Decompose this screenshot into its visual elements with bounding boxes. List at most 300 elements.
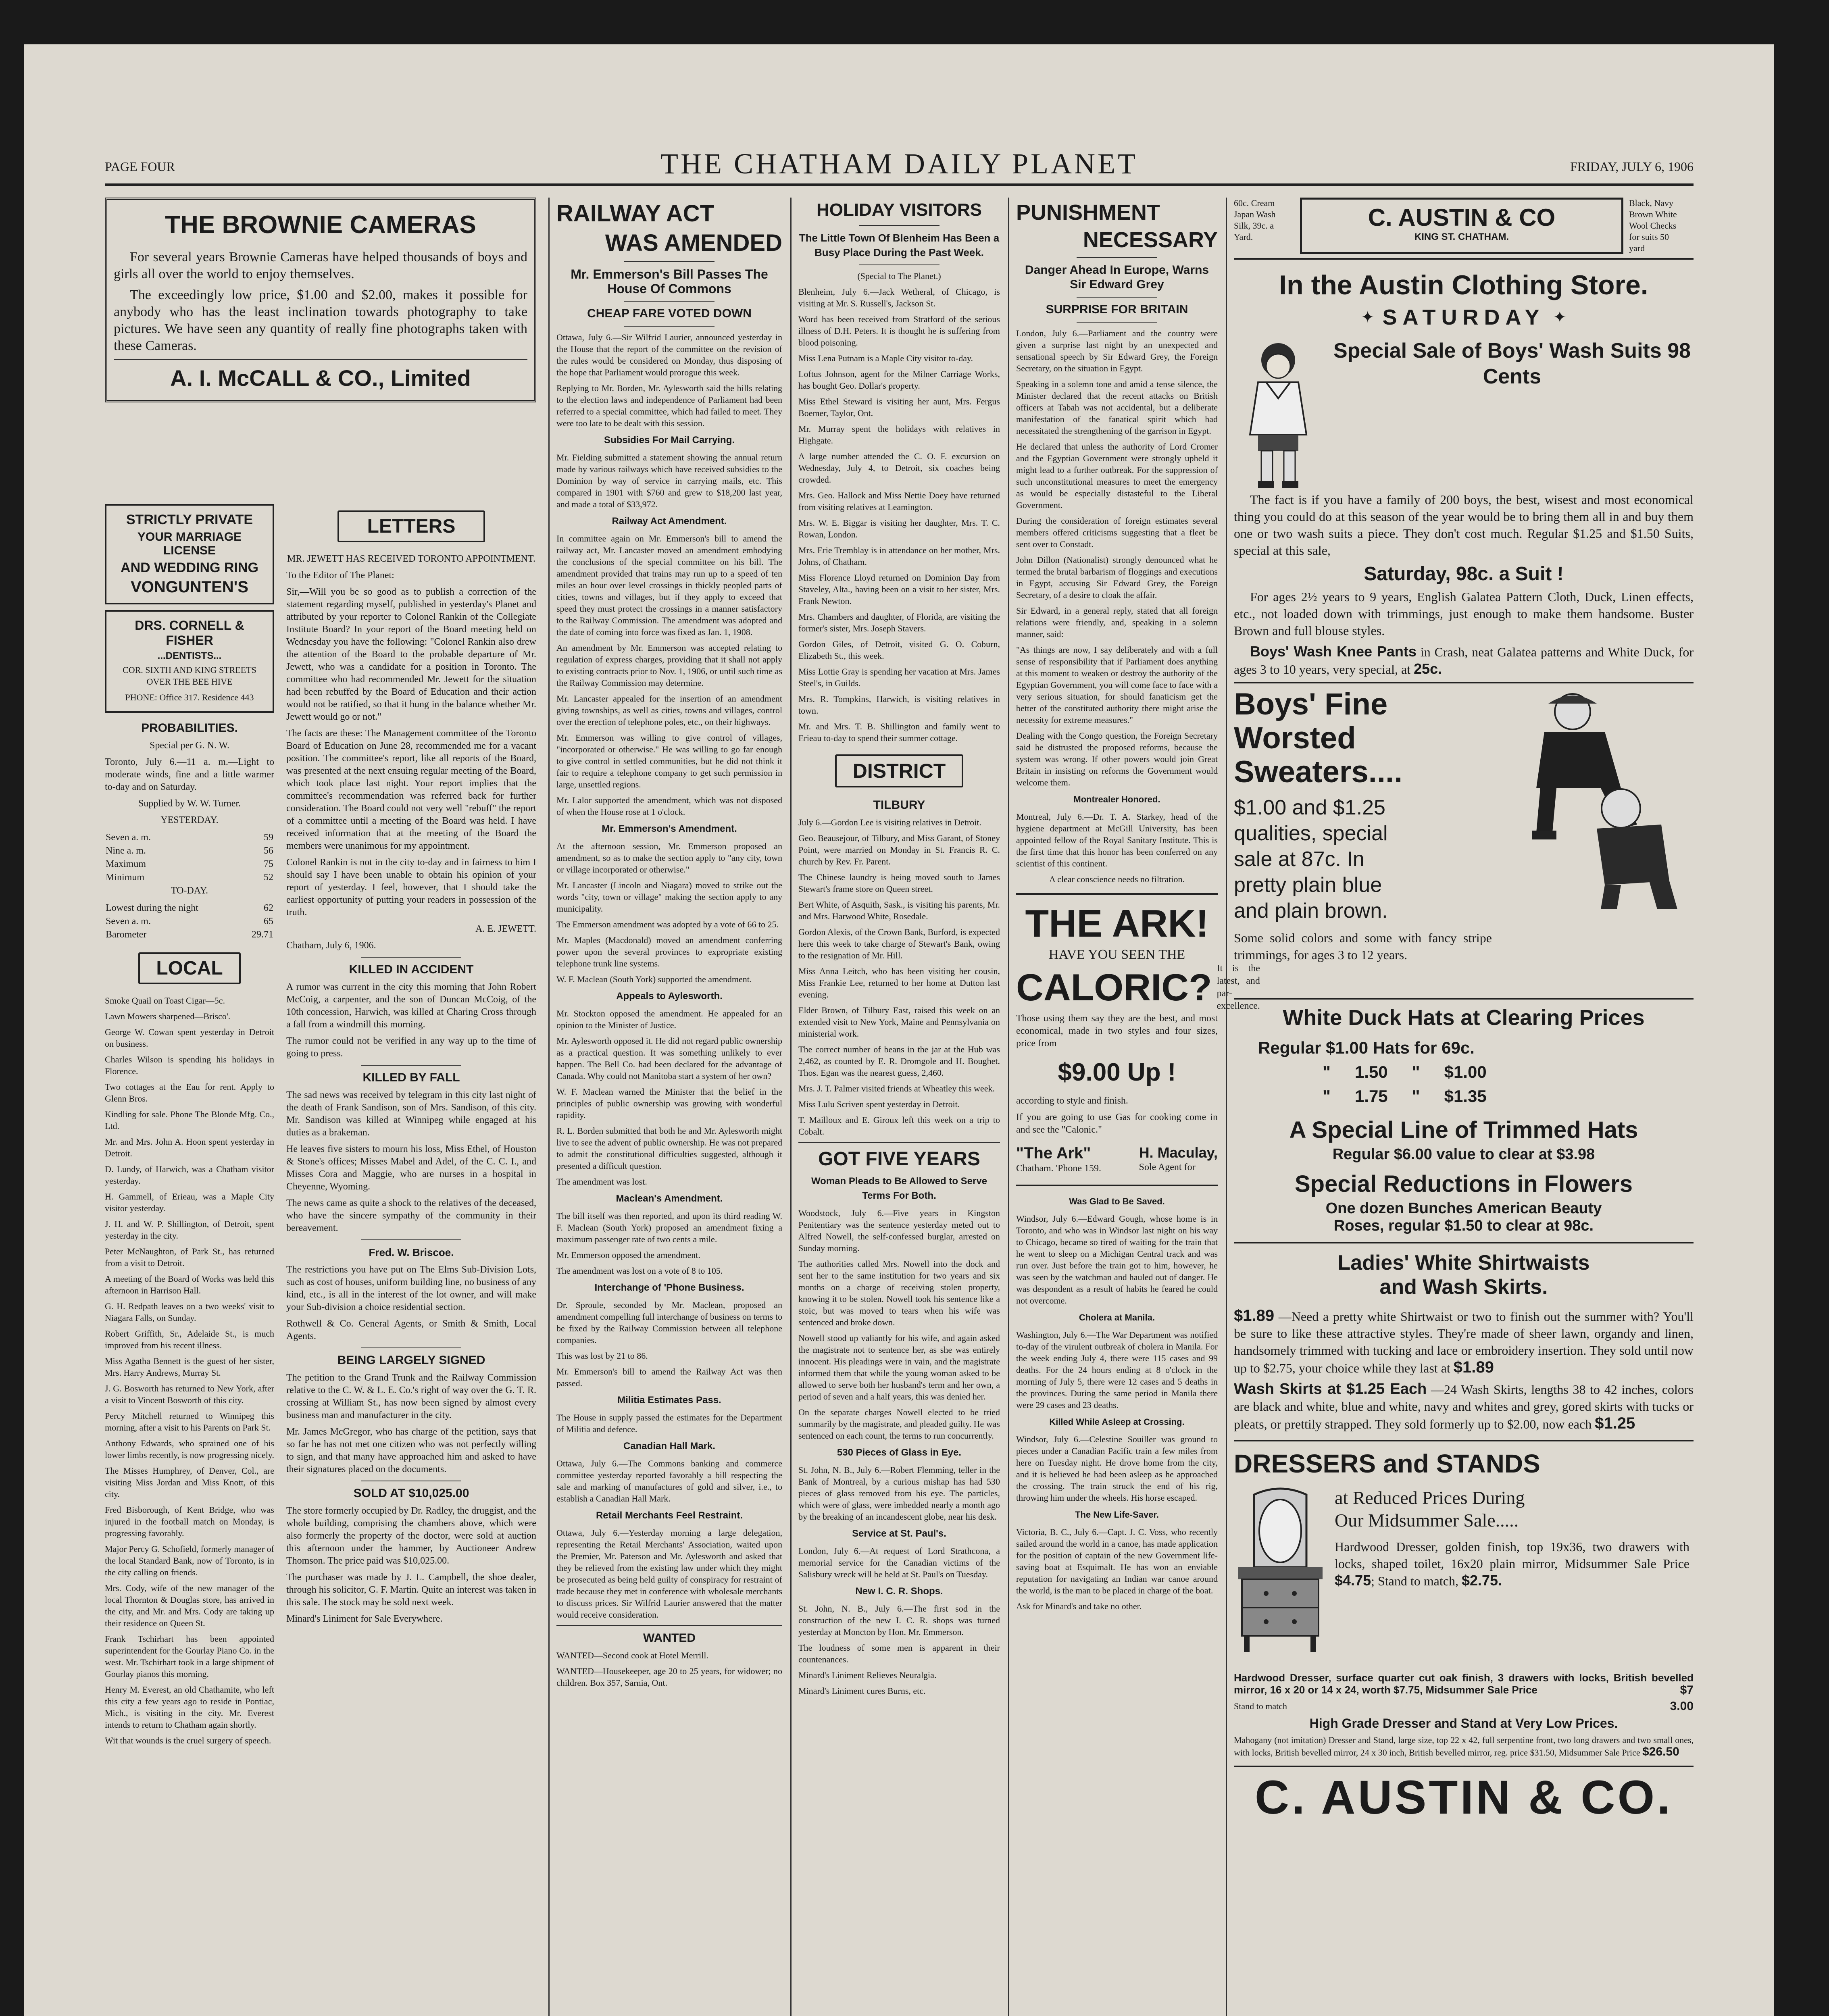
list-item: Word has been received from Stratford of the serious illness of D.H. Peters. It is thought he is suffering from blood poisoning. bbox=[798, 314, 1000, 348]
ad-line: and plain brown. bbox=[1234, 899, 1388, 923]
paragraph: Minard's Liniment for Sale Everywhere. bbox=[286, 1614, 443, 1624]
subhead: Maclean's Amendment. bbox=[616, 1193, 723, 1204]
paragraph: Mr. Maples (Macdonald) moved an amendment conferring power upon the several provinces to expropriate existing telephone trunk line systems. bbox=[556, 935, 782, 968]
text: Brown White bbox=[1629, 209, 1677, 219]
dressers-block bbox=[1234, 1479, 1694, 1672]
cell: Seven a. m. bbox=[106, 832, 151, 843]
caloric-row bbox=[1016, 962, 1260, 1012]
ad-line: at Reduced Prices During bbox=[1335, 1487, 1525, 1508]
ad-line: AND WEDDING RING bbox=[121, 560, 258, 575]
ad-body: according to style and finish. bbox=[1016, 1095, 1128, 1106]
ad-price: $4.75 bbox=[1335, 1572, 1371, 1589]
subheadline: CHEAP FARE VOTED DOWN bbox=[587, 307, 752, 320]
article-title: BEING LARGELY SIGNED bbox=[337, 1354, 485, 1367]
ad-headline: White Duck Hats at Clearing Prices bbox=[1283, 1006, 1645, 1030]
subhead: Interchange of 'Phone Business. bbox=[594, 1282, 744, 1293]
subhead: Appeals to Aylesworth. bbox=[616, 991, 723, 1002]
vongunten-ad bbox=[105, 504, 274, 604]
column-4 bbox=[798, 198, 1000, 2016]
list-item: Mrs. R. Tompkins, Harwich, is visiting relatives in town. bbox=[798, 694, 1000, 716]
ad-line: HAVE YOU SEEN THE bbox=[1048, 947, 1185, 962]
paragraph: Replying to Mr. Borden, Mr. Aylesworth said the bills relating to the election laws and independence of Parliament had been referred to a special committee, which had failed to meet. They were too late to be dealt with this session. bbox=[556, 383, 782, 428]
paragraph: Mr. Aylesworth opposed it. He did not regard public ownership as a practical question. It was something unlikely to ever happen. The Bell Co. had been declared for the advantage of Canada. Why could not Manitoba start a system of her own? bbox=[556, 1036, 782, 1081]
ad-line: Our Midsummer Sale..... bbox=[1335, 1510, 1519, 1531]
column-divider bbox=[1008, 198, 1009, 2016]
cell: 65 bbox=[264, 916, 273, 927]
list-item: Charles Wilson is spending his holidays in Florence. bbox=[105, 1054, 274, 1076]
paragraph: Mr. Lalor supported the amendment, which was not disposed of when the House rose at 1 o'clock. bbox=[556, 795, 782, 817]
subhead: Subsidies For Mail Carrying. bbox=[604, 435, 735, 446]
subhead: Canadian Hall Mark. bbox=[623, 1441, 716, 1452]
subhead: Mr. Emmerson's Amendment. bbox=[602, 823, 737, 834]
masthead-rule bbox=[105, 183, 1694, 186]
table-row bbox=[106, 831, 273, 844]
headline: GOT FIVE YEARS bbox=[818, 1148, 980, 1170]
paragraph: The store formerly occupied by Dr. Radley, the druggist, and the whole building, comprising the chambers above, which were also formerly the property of the doctor, were sold at auction this afternoon under the hammer, by Auctioneer Andrew Thomson. The price paid was $10,025.00. bbox=[286, 1506, 536, 1566]
list-item: Lawn Mowers sharpened—Brisco'. bbox=[105, 1011, 231, 1021]
paragraph: Ottawa, July 6.—Yesterday morning a large delegation, representing the Retail Merchants' Association, waited upon the Premier, Mr. Paterson and Mr. Aylesworth and asked that they be relieved from the existing law under which they might be prosecuted as being held guilty of conspiracy for restraint of trade because they met in conference with wholesale merchants to discuss prices. Sir Wilfrid Laurier answered that the matter would receive consideration. bbox=[556, 1528, 782, 1620]
ad-body: For several years Brownie Cameras have helped thousands of boys and girls all over the world to enjoy themselves. bbox=[114, 250, 527, 281]
list-item: Geo. Beausejour, of Tilbury, and Miss Garant, of Stoney Point, were married on Monday in St. Francis R. C. church by Rev. Fr. Parent. bbox=[798, 833, 1000, 866]
paragraph: Windsor, July 6.—Celestine Souiller was ground to pieces under a Canadian Pacific train a few miles from here on Tuesday night. He drove home from the city, and it is believed he had been asleep as he approached the crossing. The train struck the end of his rig, throwing him under the wheels. His horse escaped. bbox=[1016, 1434, 1218, 1503]
paragraph: Dealing with the Congo question, the Foreign Secretary said he distrusted the proposed reforms, because the system was wrong. If other powers would join Great Britain in insisting on reforms the Government would welcome them. bbox=[1016, 731, 1218, 787]
section-title: PROBABILITIES. bbox=[141, 721, 238, 735]
paragraph: The House in supply passed the estimates for the Department of Militia and defence. bbox=[556, 1412, 782, 1434]
subhead: The New Life-Saver. bbox=[1075, 1510, 1159, 1520]
wash-suits bbox=[1234, 338, 1694, 491]
ad-line: H. Maculay, bbox=[1139, 1144, 1218, 1161]
ad-headline: Ladies' White Shirtwaists bbox=[1337, 1251, 1590, 1275]
ad-price: $1.89 bbox=[1234, 1307, 1275, 1325]
list-item: G. H. Redpath leaves on a two weeks' visit to Niagara Falls, on Sunday. bbox=[105, 1301, 274, 1323]
cell: Minimum bbox=[106, 872, 145, 883]
paragraph: London, July 6.—At request of Lord Strathcona, a memorial service for the Canadian victims of the Salisbury wreck will be held at St. Paul's on Tuesday. bbox=[798, 1546, 1000, 1579]
ad-line: ...DENTISTS... bbox=[157, 650, 222, 661]
paragraph: He declared that unless the authority of Lord Cromer and the Egyptian Government were strongly upheld it might lead to a further outbreak. For the suppression of such unconstitutional measures to meet the emergency as would be especially distasteful to the Liberal Government. bbox=[1016, 442, 1218, 510]
classified: WANTED—Second cook at Hotel Merrill. bbox=[556, 1650, 708, 1660]
list-item: July 6.—Gordon Lee is visiting relatives in Detroit. bbox=[798, 817, 981, 827]
list-item: Fred Bisborough, of Kent Bridge, who was injured in the football match on Monday, is progressing favorably. bbox=[105, 1505, 274, 1538]
list-item: Miss Agatha Bennett is the guest of her sister, Mrs. Harry Andrews, Murray St. bbox=[105, 1356, 274, 1378]
ad-line: Sole Agent for bbox=[1139, 1162, 1196, 1173]
paragraph: Mr. Emmerson opposed the amendment. bbox=[556, 1250, 700, 1260]
subhead: Railway Act Amendment. bbox=[612, 516, 727, 527]
subhead: Montrealer Honored. bbox=[1073, 794, 1160, 804]
paragraph: John Dillon (Nationalist) strongly denounced what he termed the brutal barbarism of floggings and executions in Egypt, accusing Sir Edward Grey, the Foreign Secretary, of a desire to cloak the affair. bbox=[1016, 555, 1218, 600]
dateline: Chatham, July 6, 1906. bbox=[286, 940, 376, 951]
cell: 29.71 bbox=[252, 929, 273, 940]
table-row bbox=[106, 858, 273, 871]
table-row bbox=[106, 845, 273, 857]
price-line: Regular $1.00 Hats for 69c. bbox=[1258, 1038, 1475, 1057]
paragraph: The news came as quite a shock to the relatives of the deceased, who have the sincere sympathy of the community in their bereavement. bbox=[286, 1198, 536, 1233]
ad-subhead: High Grade Dresser and Stand at Very Low Prices. bbox=[1309, 1716, 1618, 1731]
paragraph: The purchaser was made by J. L. Campbell, the shoe dealer, through his solicitor, G. F. Martin. Quite an interest was taken in this sale. The stock may be sold next week. bbox=[286, 1572, 536, 1608]
paragraph: The sad news was received by telegram in this city last night of the death of Frank Sandison, son of Mrs. Sandison, of this city. Mr. Sandison was killed at Winnipeg while engaged at his duties as a brakeman. bbox=[286, 1090, 536, 1138]
list-item: Elder Brown, of Tilbury East, raised this week on an extended visit to New York, Maine and Pennsylvania on ministerial work. bbox=[798, 1005, 1000, 1039]
subhead: TILBURY bbox=[873, 798, 925, 812]
paragraph: He leaves five sisters to mourn his loss, Miss Ethel, of Houston & Stone's offices; Misses Mabel and Adel, of the C. C. I., and Misses Cora and Maggie, who are nurses in a hospital in Cheyenne, Wyoming. bbox=[286, 1144, 536, 1192]
list-item: Bert White, of Asquith, Sask., is visiting his parents, Mr. and Mrs. Harwood White, Rosedale. bbox=[798, 900, 1000, 921]
ad-body: Mahogany (not imitation) Dresser and Stand, large size, top 22 x 42, full serpentine front, two long drawers and two small ones, with locks, British bevelled mirror, 24 x 30 inch, British bevelled mirror, reg. price $31.50, Midsummer Sale Price bbox=[1234, 1735, 1694, 1758]
section-title: WANTED bbox=[643, 1631, 696, 1645]
ad-headline: A Special Line of Trimmed Hats bbox=[1289, 1117, 1638, 1143]
article-title: Fred. W. Briscoe. bbox=[369, 1246, 454, 1258]
paragraph: Mr. Lancaster (Lincoln and Niagara) moved to strike out the words "city, town or village" making the section apply to any municipality. bbox=[556, 880, 782, 914]
dentists-ad bbox=[105, 610, 274, 713]
local-news bbox=[105, 950, 274, 1746]
ad-line: It is the latest, and par-excellence. bbox=[1217, 963, 1260, 1011]
ad-body: Hardwood Dresser, surface quarter cut oak finish, 3 drawers with locks, British bevelled mirror, 16 x 20 or 14 x 24, worth $7.75, Midsummer Sale Price bbox=[1234, 1672, 1694, 1696]
ad-price: 3.00 bbox=[1670, 1699, 1694, 1713]
ad-price: $1.89 bbox=[1453, 1358, 1494, 1376]
paragraph: Victoria, B. C., July 6.—Capt. J. C. Voss, who recently sailed around the world in a canoe, has made application for the position of captain of the new Government life-saving boat at Esquimalt. He has won an enviable reputation for navigating an Indian war canoe around the world, is the man to be placed in charge of the boat. bbox=[1016, 1527, 1218, 1595]
boys-sweaters-illustration-icon bbox=[1500, 687, 1689, 913]
paragraph: The amendment was lost. bbox=[556, 1177, 647, 1187]
ad-body: in Crash, neat Galatea patterns and White Duck, for ages 3 to 10 years, very special, at bbox=[1234, 645, 1694, 677]
ad-line: COR. SIXTH AND KING STREETS OVER THE BEE HIVE bbox=[123, 665, 256, 687]
ditto-mark: " bbox=[1323, 1062, 1331, 1081]
paragraph: Ottawa, July 6.—The Commons banking and commerce committee yesterday reported favorably a bill respecting the sale and marking of manufactures of gold and silver, i.e., to establish a Canadian Hall Mark. bbox=[556, 1458, 782, 1504]
column-2 bbox=[286, 504, 536, 1629]
list-item: The Chinese laundry is being moved south to James Stewart's frame store on Queen street. bbox=[798, 872, 1000, 894]
paragraph: W. F. Maclean (South York) supported the amendment. bbox=[556, 974, 752, 984]
paragraph: This was lost by 21 to 86. bbox=[556, 1351, 648, 1361]
paragraph: Sir,—Will you be so good as to publish a correction of the statement regarding myself, published in yesterday's Planet and attributed by your reporter to Colonel Rankin of the Collegiate Institute Board? In your report of the Board meeting held on Wednesday you have the following: "Colonel Rankin also drew the attention of the Board to the probable departure of Mr. Jewett, who was a candidate for a position in Toronto. The committee who had recommended Mr. Jewett for the situation had been rebuffed by the Board of Education and their action would not be ratified, so that it hung in the balance whether Mr. Jewett would go or not." bbox=[286, 587, 536, 722]
ark-ad bbox=[1016, 893, 1260, 1186]
ditto-mark: " bbox=[1323, 1087, 1331, 1106]
column-divider bbox=[790, 198, 792, 2016]
column-divider bbox=[1226, 198, 1227, 2016]
paragraph: Mr. Emmerson was willing to give control of villages, "incorporated or otherwise." He was willing to go far enough to give control in settled communities, but he did not think it fair to require a telephone company to get such permission in large, unsettled regions. bbox=[556, 733, 782, 789]
table-row bbox=[106, 902, 273, 914]
text: Silk, 39c. a bbox=[1234, 221, 1274, 231]
section-title: LETTERS bbox=[337, 510, 485, 542]
ad-line: VONGUNTEN'S bbox=[131, 578, 248, 596]
paragraph: St. John, N. B., July 6.—The first sod in the construction of the new I. C. R. shops was turned yesterday at Moncton by Hon. Mr. Emmerson. bbox=[798, 1604, 1000, 1637]
list-item: Wit that wounds is the cruel surgery of speech. bbox=[105, 1735, 271, 1745]
paragraph: A clear conscience needs no filtration. bbox=[1049, 874, 1185, 884]
ad-line: Chatham. 'Phone 159. bbox=[1016, 1163, 1101, 1174]
paragraph: Speaking in a solemn tone and amid a tense silence, the Minister declared that the recent attacks on British officers at Tabah was not accidental, but a deliberate manifestation of the fanatical spirit which had necessitated the strengthening of the garrison in Egypt. bbox=[1016, 379, 1218, 436]
divider bbox=[114, 359, 527, 360]
visitors-list bbox=[798, 286, 1000, 744]
list-item: Two cottages at the Eau for rent. Apply to Glenn Bros. bbox=[105, 1082, 274, 1104]
ad-body: Those using them say they are the best, and most economical, made in two styles and four sizes, price from bbox=[1016, 1013, 1218, 1049]
newspaper-page bbox=[24, 44, 1774, 2016]
header-center bbox=[1300, 198, 1623, 254]
ad-title: THE BROWNIE CAMERAS bbox=[165, 211, 476, 239]
price-line: 1.50 bbox=[1354, 1062, 1388, 1081]
price-line: $1.00 bbox=[1444, 1062, 1487, 1081]
paragraph: The petition to the Grand Trunk and the Railway Commission relative to the C. W. & L. E. Co.'s right of way over the G. T. R. crossing at William St., has now been signed by almost every business man and manufacturer in the city. bbox=[286, 1372, 536, 1420]
text: Yard. bbox=[1234, 232, 1253, 242]
subhead: Was Glad to Be Saved. bbox=[1069, 1196, 1165, 1206]
subheadline: SURPRISE FOR BRITAIN bbox=[1046, 303, 1188, 316]
list-item: Mr. Murray spent the holidays with relatives in Highgate. bbox=[798, 424, 1000, 446]
column-1 bbox=[105, 198, 536, 2016]
article-title: KILLED IN ACCIDENT bbox=[349, 963, 474, 976]
paragraph: In committee again on Mr. Emmerson's bill to amend the railway act, Mr. Lancaster moved an amendment embodying the conclusions of the special committee on his bill. The amendment provided that trains may run up to a speed of ten miles an hour over level crossings in thickly peopled parts of cities, towns and villages, but if they apply to exceed that speed they must protect the crossings in a manner satisfactory to the Railway Commission. The amendment was adopted and the date of coming into force was fixed as Jan. 1, 1908. bbox=[556, 533, 782, 637]
list-item: Gordon Alexis, of the Crown Bank, Burford, is expected here this week to take charge of Stewart's Bank, owing to the resignation of Mr. Hill. bbox=[798, 927, 1000, 960]
list-item: Henry M. Everest, an old Chathamite, who left this city a few years ago to reside in Pontiac, Mich., is visiting in the city. Mr. Everest intends to return to Chatham again shortly. bbox=[105, 1685, 274, 1730]
paragraph: Minard's Liniment cures Burns, etc. bbox=[798, 1686, 926, 1696]
ad-line: "The Ark" bbox=[1016, 1144, 1091, 1162]
list-item: Miss Anna Leitch, who has been visiting her cousin, Miss Frankie Lee, returned to her home at Dutton last evening. bbox=[798, 966, 1000, 1000]
star-icon: ✦ bbox=[1360, 308, 1375, 327]
cell: Nine a. m. bbox=[106, 846, 146, 856]
paragraph: Mr. James McGregor, who has charge of the petition, says that so far he has not met one citizen who was not perfectly willing to sign, and that many have approached him and asked to have their signatures placed on the documents. bbox=[286, 1427, 536, 1475]
paragraph: The Emmerson amendment was adopted by a vote of 66 to 25. bbox=[556, 919, 779, 929]
ad-firm: A. I. McCALL & CO., Limited bbox=[170, 365, 471, 391]
paragraph: Rothwell & Co. General Agents, or Smith & Smith, Local Agents. bbox=[286, 1318, 536, 1341]
ad-item: Wash Skirts at $1.25 Each bbox=[1234, 1381, 1427, 1397]
ad-body: —24 Wash Skirts, lengths 38 to 42 inches, colors are black and white, blue and white, navy and whites and grey, gored skirts with tucks or pleats, or prettily strapped. They sold formerly up to $2.00, now each bbox=[1234, 1382, 1694, 1431]
text: TO-DAY. bbox=[171, 885, 208, 896]
headline: PUNISHMENT bbox=[1016, 200, 1160, 225]
paragraph: London, July 6.—Parliament and the country were given a surprise last night by an unexpected and sensational speech by Sir Edward Grey, the Foreign Secretary, on the situation in Egypt. bbox=[1016, 328, 1218, 373]
subhead: 530 Pieces of Glass in Eye. bbox=[837, 1447, 962, 1458]
ark-signature bbox=[1016, 1144, 1218, 1179]
cell: 59 bbox=[264, 832, 273, 843]
list-item: Anthony Edwards, who sprained one of his lower limbs recently, is now progressing nicely. bbox=[105, 1438, 274, 1460]
salutation: To the Editor of The Planet: bbox=[286, 570, 394, 581]
ad-body: Some solid colors and some with fancy stripe trimmings, for ages 3 to 12 years. bbox=[1234, 931, 1492, 962]
ad-line: $1.00 and $1.25 bbox=[1234, 796, 1385, 819]
saturday-banner bbox=[1234, 305, 1694, 330]
store-address: KING ST. CHATHAM. bbox=[1414, 231, 1509, 242]
star-icon: ✦ bbox=[1553, 308, 1567, 327]
list-item: Mrs. Geo. Hallock and Miss Nettie Doey have returned from visiting relatives at Leamington. bbox=[798, 490, 1000, 512]
list-item: Miss Lena Putnam is a Maple City visitor to-day. bbox=[798, 353, 973, 363]
ad-title: In the Austin Clothing Store. bbox=[1279, 270, 1648, 300]
subhead: MR. JEWETT HAS RECEIVED TORONTO APPOINTMENT. bbox=[287, 554, 535, 564]
list-item: The correct number of beans in the jar at the Hub was 2,462, as counted by E. R. Dromgole and H. Boughet. Thos. Egan was the nearest guess, 2,460. bbox=[798, 1044, 1000, 1078]
list-item: Mr. and Mrs. John A. Hoon spent yesterday in Detroit. bbox=[105, 1137, 274, 1158]
cell: Maximum bbox=[106, 859, 146, 869]
cell: 75 bbox=[264, 859, 273, 869]
ad-subtitle: SATURDAY bbox=[1382, 305, 1545, 329]
cell: Barometer bbox=[106, 929, 147, 940]
ad-headline: Boys' Fine bbox=[1234, 687, 1388, 721]
paragraph: Nowell stood up valiantly for his wife, and again asked the magistrate not to sentence her, as she was entirely innocent. His pleadings were in vain, and the magistrate informed them that while the young woman asked to be allowed to serve both her husband's term and her own, a period of seven and a half years, this was denied her. bbox=[798, 1333, 1000, 1402]
header-right bbox=[1629, 198, 1694, 254]
ad-line: Roses, regular $1.50 to clear at 98c. bbox=[1333, 1217, 1594, 1234]
list-item: Mrs. Chambers and daughter, of Florida, are visiting the former's sister, Mrs. Joseph Stavers. bbox=[798, 612, 1000, 633]
store-name: C. AUSTIN & CO bbox=[1368, 204, 1556, 231]
ad-headline: Special Reductions in Flowers bbox=[1295, 1171, 1633, 1197]
list-item: Mrs. W. E. Biggar is visiting her daughter, Mrs. T. C. Rowan, London. bbox=[798, 518, 1000, 539]
paragraph: Dr. Sproule, seconded by Mr. Maclean, proposed an amendment compelling full interchange of business on terms to be fixed by the Railway Commission between all telephone companies. bbox=[556, 1300, 782, 1345]
paragraph: The bill itself was then reported, and upon its third reading W. F. Maclean (South York) proposed an amendment fixing a maximum passenger rate of two cents a mile. bbox=[556, 1211, 782, 1244]
list-item: A meeting of the Board of Works was held this afternoon in Harrison Hall. bbox=[105, 1274, 274, 1295]
ad-line: pretty plain blue bbox=[1234, 873, 1382, 897]
ad-price: $26.50 bbox=[1642, 1745, 1679, 1758]
ad-line: qualities, special bbox=[1234, 822, 1388, 845]
list-item: Miss Ethel Steward is visiting her aunt, Mrs. Fergus Boemer, Taylor, Ont. bbox=[798, 396, 1000, 418]
text: yard bbox=[1629, 243, 1645, 253]
left-ad-stack bbox=[105, 504, 274, 1750]
ad-line: sale at 87c. In bbox=[1234, 848, 1364, 871]
ad-price: 25c. bbox=[1414, 660, 1442, 677]
paragraph: St. John, N. B., July 6.—Robert Flemming, teller in the Bank of Montreal, by a curious mishap has had 530 pieces of glass removed from his eye. The particles, which were of glass, were imbedded nearly a month ago by the breaking of an incandescent globe, near his desk. bbox=[798, 1465, 1000, 1522]
paragraph: R. L. Borden submitted that both he and Mr. Aylesworth might live to see the advent of public ownership. He was not prepared to admit the constitutional difficulties suggested, although it presented a difficult question. bbox=[556, 1126, 782, 1171]
temperature-table bbox=[105, 901, 274, 942]
deck: Mr. Emmerson's Bill Passes The House Of Commons bbox=[571, 267, 768, 296]
ditto-mark: " bbox=[1412, 1087, 1420, 1106]
ad-body: The fact is if you have a family of 200 boys, the best, wisest and most economical thing you could do at this season of the year would be to bring them all in and buy them one or two wash suits a piece. They don't cost much. Regular $1.25 and $1.50 Suits, special at this sale, bbox=[1234, 492, 1694, 558]
sweater-lines bbox=[1234, 795, 1492, 924]
paragraph: On the separate charges Nowell elected to be tried summarily by the magistrate, and pleaded guilty. He was sentenced on each count, the terms to run concurrently. bbox=[798, 1407, 1000, 1441]
text: (Special to The Planet.) bbox=[857, 271, 941, 281]
ad-line: Regular $6.00 value to clear at $3.98 bbox=[1332, 1146, 1595, 1163]
ad-price: $1.25 bbox=[1595, 1414, 1635, 1432]
temperature-table bbox=[105, 831, 274, 885]
text: Japan Wash bbox=[1234, 209, 1276, 219]
paragraph: Sir Edward, in a general reply, stated that all foreign relations were friendly, and, speaking in a solemn manner, said: bbox=[1016, 606, 1218, 639]
list-item: D. Lundy, of Harwich, was a Chatham visitor yesterday. bbox=[105, 1164, 274, 1186]
ad-line: YOUR MARRIAGE LICENSE bbox=[137, 530, 242, 557]
austin-ad bbox=[1234, 198, 1694, 2016]
ad-body: For ages 2½ years to 9 years, English Galatea Pattern Cloth, Duck, Linen effects, etc., not loaded down with trimmings, just enough to make them handsome. Buster Brown and full blouse styles. bbox=[1234, 589, 1694, 638]
list-item: Blenheim, July 6.—Jack Wetheral, of Chicago, is visiting at Mr. S. Russell's, Jackson St. bbox=[798, 287, 1000, 308]
brownie-cameras-ad bbox=[105, 198, 536, 402]
list-item: Peter McNaughton, of Park St., has returned from a visit to Detroit. bbox=[105, 1246, 274, 1268]
price-line: $1.35 bbox=[1444, 1087, 1487, 1106]
paragraph: Mr. Stockton opposed the amendment. He appealed for an opinion to the Minister of Justice. bbox=[556, 1008, 782, 1030]
text: Supplied by W. W. Turner. bbox=[138, 798, 241, 809]
paragraph: The amendment was lost on a vote of 8 to 105. bbox=[556, 1266, 723, 1276]
paragraph: The authorities called Mrs. Nowell into the dock and sent her to the same institution for two years and six months on a charge of receiving stolen property, knowing it to be stolen. Nowell took his sentence like a stoic, but was moved to tears when his wife was sentenced and broke down. bbox=[798, 1259, 1000, 1327]
subhead: Militia Estimates Pass. bbox=[617, 1395, 721, 1406]
column-3 bbox=[556, 198, 782, 2016]
ad-body: The exceedingly low price, $1.00 and $2.00, makes it possible for anybody who has the least inclination towards photography to take pictures. We have seen any quantity of really fine photographs taken with these Cameras. bbox=[114, 287, 527, 353]
article-title: SOLD AT $10,025.00 bbox=[353, 1487, 469, 1500]
column-divider bbox=[548, 198, 550, 2016]
masthead bbox=[105, 143, 1694, 179]
list-item: Percy Mitchell returned to Winnipeg this morning, after a visit to his Parents on Park St. bbox=[105, 1411, 274, 1433]
table-row bbox=[106, 915, 273, 928]
text: Black, Navy bbox=[1629, 198, 1673, 208]
paragraph: Ottawa, July 6.—Sir Wilfrid Laurier, announced yesterday in the House that the report of the committee on the revision of the rules would be considered on Monday, thus disposing of the hope that Parliament would prorogue this week. bbox=[556, 332, 782, 377]
ad-body: ; Stand to match, bbox=[1371, 1574, 1458, 1588]
list-item: Miss Lottie Gray is spending her vacation at Mrs. James Steel's, in Guilds. bbox=[798, 666, 1000, 688]
paragraph: At the afternoon session, Mr. Emmerson proposed an amendment, so as to make the section apply to "any city, town or village incorporated or otherwise." bbox=[556, 841, 782, 875]
text: 60c. Cream bbox=[1234, 198, 1275, 208]
list-item: Kindling for sale. Phone The Blonde Mfg. Co., Ltd. bbox=[105, 1109, 274, 1131]
list-item: Mrs. Cody, wife of the new manager of the local Thornton & Douglas store, has arrived in the city, and Mr. and Mrs. Cody are taking up their residence on Queen St. bbox=[105, 1583, 274, 1628]
list-item: The Misses Humphrey, of Denver, Col., are visiting Miss Jordan and Miss Knott, of this city. bbox=[105, 1466, 274, 1499]
list-item: J. H. and W. P. Shillington, of Detroit, spent yesterday in the city. bbox=[105, 1219, 274, 1241]
paragraph: Ask for Minard's and take no other. bbox=[1016, 1601, 1142, 1611]
subhead: Retail Merchants Feel Restraint. bbox=[596, 1510, 743, 1521]
headline: HOLIDAY VISITORS bbox=[817, 200, 982, 220]
paragraph: Colonel Rankin is not in the city to-day and in fairness to him I should say I have been unable to obtain his opinion of your report of yesterday. I feel, however, that I should take the earliest opportunity of putting your readers in possession of the truth. bbox=[286, 857, 536, 918]
article-title: KILLED BY FALL bbox=[362, 1071, 460, 1084]
sweaters bbox=[1234, 687, 1694, 994]
ad-line: One dozen Bunches American Beauty bbox=[1325, 1200, 1602, 1217]
ad-headline: and Wash Skirts. bbox=[1379, 1275, 1548, 1299]
classified: WANTED—Housekeeper, age 20 to 25 years, for widower; no children. Box 357, Sarnia, Ont. bbox=[556, 1666, 782, 1688]
paragraph: W. F. Maclean warned the Minister that the belief in the principles of public ownership was growing with wonderful rapidity. bbox=[556, 1087, 782, 1120]
hat-prices bbox=[1234, 1036, 1694, 1108]
list-item: Mrs. J. T. Palmer visited friends at Wheatley this week. bbox=[798, 1083, 995, 1093]
list-item: A large number attended the C. O. F. excursion on Wednesday, July 4, to Detroit, six coaches being crowded. bbox=[798, 451, 1000, 485]
section-title: LOCAL bbox=[138, 952, 240, 984]
ad-title: CALORIC? bbox=[1016, 966, 1212, 1008]
price-line: 1.75 bbox=[1354, 1087, 1388, 1106]
list-item: Major Percy G. Schofield, formerly manager of the local Standard Bank, now of Toronto, is in the city calling on friends. bbox=[105, 1544, 274, 1577]
paragraph: During the consideration of foreign estimates several members offered criticisms suggesting that a fleet be sent over to Constadt. bbox=[1016, 516, 1218, 549]
list-item: Loftus Johnson, agent for the Milner Carriage Works, has bought Geo. Dollar's property. bbox=[798, 369, 1000, 391]
ad-headline: Worsted bbox=[1234, 721, 1356, 755]
headline: RAILWAY ACT bbox=[556, 200, 715, 227]
text: Wool Checks bbox=[1629, 221, 1677, 231]
ad-price: Saturday, 98c. a Suit ! bbox=[1364, 563, 1564, 585]
cell: 62 bbox=[264, 903, 273, 913]
dresser-illustration-icon bbox=[1234, 1487, 1327, 1656]
ad-line: STRICTLY PRIVATE bbox=[126, 512, 253, 527]
ad-line: PHONE: Office 317. Residence 443 bbox=[125, 692, 254, 702]
list-item: Gordon Giles, of Detroit, visited G. O. Coburn, Elizabeth St., this week. bbox=[798, 639, 1000, 661]
paragraph: "As things are now, I say deliberately and with a full sense of responsibility that if Parliament does anything at this moment to weaken or destroy the authority of the Egyptian Government, you will come face to face with a very serious situation, for should fanaticism get the better of the constituted authority there might arise the necessity for extreme measures." bbox=[1016, 645, 1218, 725]
cell: 56 bbox=[264, 846, 273, 856]
subhead: Cholera at Manila. bbox=[1079, 1312, 1155, 1322]
paragraph: A rumor was current in the city this morning that John Robert McCoig, a carpenter, and the son of Duncan McCoig, of the 10th concession, Harwich, was killed at Charing Cross through a fall from a windmill this morning. bbox=[286, 982, 536, 1030]
list-item: Frank Tschirhart has been appointed superintendent for the Gourlay Piano Co. in the west. Mr. Tschirhart took in a large shipment of Gourlay pianos this morning. bbox=[105, 1634, 274, 1679]
ad-body: —Need a pretty white Shirtwaist or two to finish out the summer with? You'll be sure to like these attractive styles. They're made of sheer lawn, organdy and linen, handsomely trimmed with tucking and lace or embroidery insertion. They sold until now up to $2.75, your choice while they last at bbox=[1234, 1309, 1694, 1375]
paragraph: The facts are these: The Management committee of the Toronto Board of Education on June 28, recommended me for a vacant position. The committee's report, like all reports of the Board, was presented at the next ensuing regular meeting of the Board, which took place last night. Your report implies that the committee's recommendation was referred back for further consideration. The Board could not very well "rebuff" the report of a committee until a meeting of the Board was held. I have received information that at the meeting of the Board the members were unanimous for my appointment. bbox=[286, 728, 536, 851]
austin-header bbox=[1234, 198, 1694, 260]
headline: NECESSARY bbox=[1083, 228, 1218, 252]
paragraph: The restrictions you have put on The Elms Sub-Division Lots, such as cost of houses, uniform building line, no business of any kind, etc., is all in the interest of the lot owner, and will make your Sub-division a choice residential section. bbox=[286, 1264, 536, 1312]
paragraph: The loudness of some men is apparent in their countenances. bbox=[798, 1643, 1000, 1664]
local-list bbox=[105, 995, 274, 1746]
ad-headline: Special Sale of Boys' Wash Suits 98 Cents bbox=[1333, 339, 1691, 388]
list-item: Miss Florence Lloyd returned on Dominion Day from Staveley, Alta., having been on a visit to her sister, Mrs. Frank Newton. bbox=[798, 573, 1000, 606]
ad-headline: DRESSERS and STANDS bbox=[1234, 1449, 1540, 1478]
text: YESTERDAY. bbox=[160, 815, 219, 825]
list-item: J. G. Bosworth has returned to New York, after a visit to Vincent Bosworth of this city. bbox=[105, 1383, 274, 1405]
cell: Lowest during the night bbox=[106, 903, 198, 913]
paragraph: Mr. Fielding submitted a statement showing the annual return made by various railways which have received subsidies to the Dominion by way of service in carrying mails, etc. This compared in 1901 with $760 and grew to $18,200 last year, and made a total of $33,972. bbox=[556, 452, 782, 509]
deck: The Little Town Of Blenheim Has Been a Busy Place During the Past Week. bbox=[799, 232, 1000, 258]
paragraph: The rumor could not be verified in any way up to the time of going to press. bbox=[286, 1036, 536, 1059]
ad-price: $7 bbox=[1680, 1683, 1694, 1697]
newspaper-title: THE CHATHAM DAILY PLANET bbox=[660, 148, 1138, 180]
boy-illustration-icon bbox=[1234, 338, 1323, 491]
list-item: Miss Lulu Scriven spent yesterday in Detroit. bbox=[798, 1099, 960, 1109]
deck: Woman Pleads to Be Allowed to Serve Terms For Both. bbox=[811, 1176, 987, 1201]
list-item: Robert Griffith, Sr., Adelaide St., is much improved from his recent illness. bbox=[105, 1329, 274, 1350]
paragraph: Windsor, July 6.—Edward Gough, whose home is in Toronto, and who was in Windsor last night on his way to Chicago, became so tired of waiting for the train that he went to sleep on a Michigan Central track and was run over. Just before the train got to him, however, he was seen by the watchman and hauled out of danger. He was despondent as a result of habits he feared he could not overcome. bbox=[1016, 1214, 1218, 1306]
cell: 52 bbox=[264, 872, 273, 883]
ad-item: Boys' Wash Knee Pants bbox=[1250, 643, 1417, 660]
paragraph: Mr. Lancaster appealed for the insertion of an amendment giving townships, as well as cities, towns and villages, control over the erection of telephone poles, etc., on their highways. bbox=[556, 694, 782, 727]
list-item: George W. Cowan spent yesterday in Detroit on business. bbox=[105, 1027, 274, 1049]
paragraph: Washington, July 6.—The War Department was notified to-day of the virulent outbreak of cholera in Manila. For the week ending July 4, there were 115 cases and 99 deaths. For the 24 hours ending at 8 o'clock in the morning of July 5, there were 12 cases and 5 deaths in the provinces. During the same period in Manila there were 29 cases and 23 deaths. bbox=[1016, 1330, 1218, 1410]
probabilities bbox=[105, 721, 274, 942]
subhead: New I. C. R. Shops. bbox=[855, 1586, 943, 1597]
section-title: DISTRICT bbox=[835, 754, 964, 787]
ad-price: $2.75. bbox=[1461, 1572, 1502, 1589]
deck: Danger Ahead In Europe, Warns Sir Edward Grey bbox=[1025, 263, 1209, 291]
headline: WAS AMENDED bbox=[605, 230, 782, 256]
paragraph: Montreal, July 6.—Dr. T. A. Starkey, head of the hygiene department at McGill University, has been appointed fellow of the Royal Sanitary Institute. This is the first time that this honor has been conferred on any scientist of this continent. bbox=[1016, 812, 1218, 868]
list-item: Mr. and Mrs. T. B. Shillington and family went to Erieau to-day to spend their summer cottage. bbox=[798, 721, 1000, 743]
ditto-mark: " bbox=[1412, 1062, 1420, 1081]
list-item: Mrs. Erie Tremblay is in attendance on her mother, Mrs. Johns, of Chatham. bbox=[798, 545, 1000, 567]
